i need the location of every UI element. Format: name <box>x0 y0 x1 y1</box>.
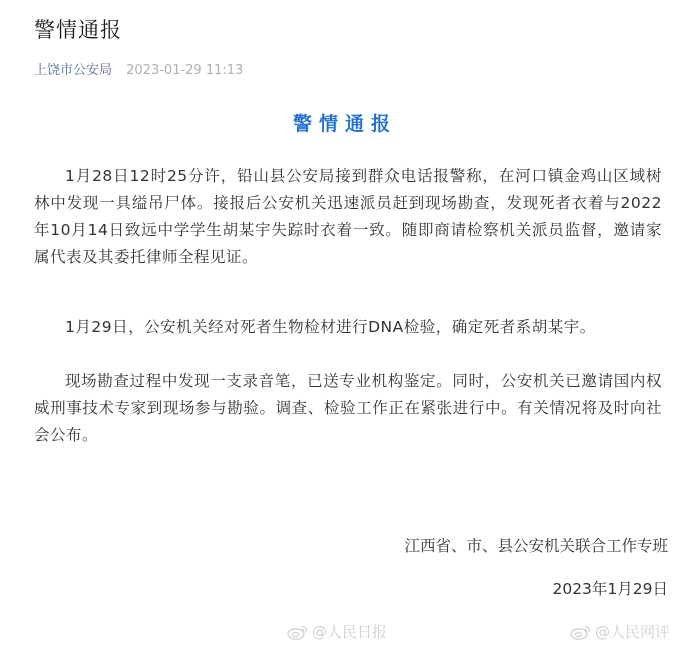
watermark-right-text: @人民网评 <box>595 623 671 641</box>
notice-paragraph: 1月28日12时25分许，铅山县公安局接到群众电话报警称，在河口镇金鸡山区域树林中发现一具缢吊尸体。接报后公安机关迅速派员赶到现场勘查，发现死者衣着与2022年10月14日致远中学学生胡某宇失踪时衣着一致。随即商请检察机关派员监督，邀请家属代表及其委托律师全程见证。 <box>34 167 662 266</box>
signature-date: 2023年1月29日 <box>552 580 668 598</box>
account-name-link[interactable]: 上饶市公安局 <box>34 63 113 78</box>
notice-paragraph: 现场勘查过程中发现一支录音笔，已送专业机构鉴定。同时，公安机关已邀请国内权威刑事技术专家到现场参与勘验。调查、检验工作正在紧张进行中。有关情况将及时向社会公布。 <box>34 372 662 444</box>
watermark-right <box>570 621 670 642</box>
signature-organization: 江西省、市、县公安机关联合工作专班 <box>404 537 668 555</box>
publish-time: 2023-01-29 11:13 <box>126 63 244 78</box>
weibo-icon <box>287 624 309 640</box>
notice-paragraph: 1月29日，公安机关经对死者生物检材进行DNA检验，确定死者系胡某宇。 <box>65 318 596 336</box>
article-title: 警情通报 <box>34 18 122 42</box>
watermark-left-text: @人民日报 <box>312 623 388 641</box>
watermark-left <box>287 621 387 642</box>
article-meta <box>34 59 243 78</box>
weibo-icon <box>570 624 592 640</box>
notice-headline: 警情通报 <box>292 113 397 135</box>
